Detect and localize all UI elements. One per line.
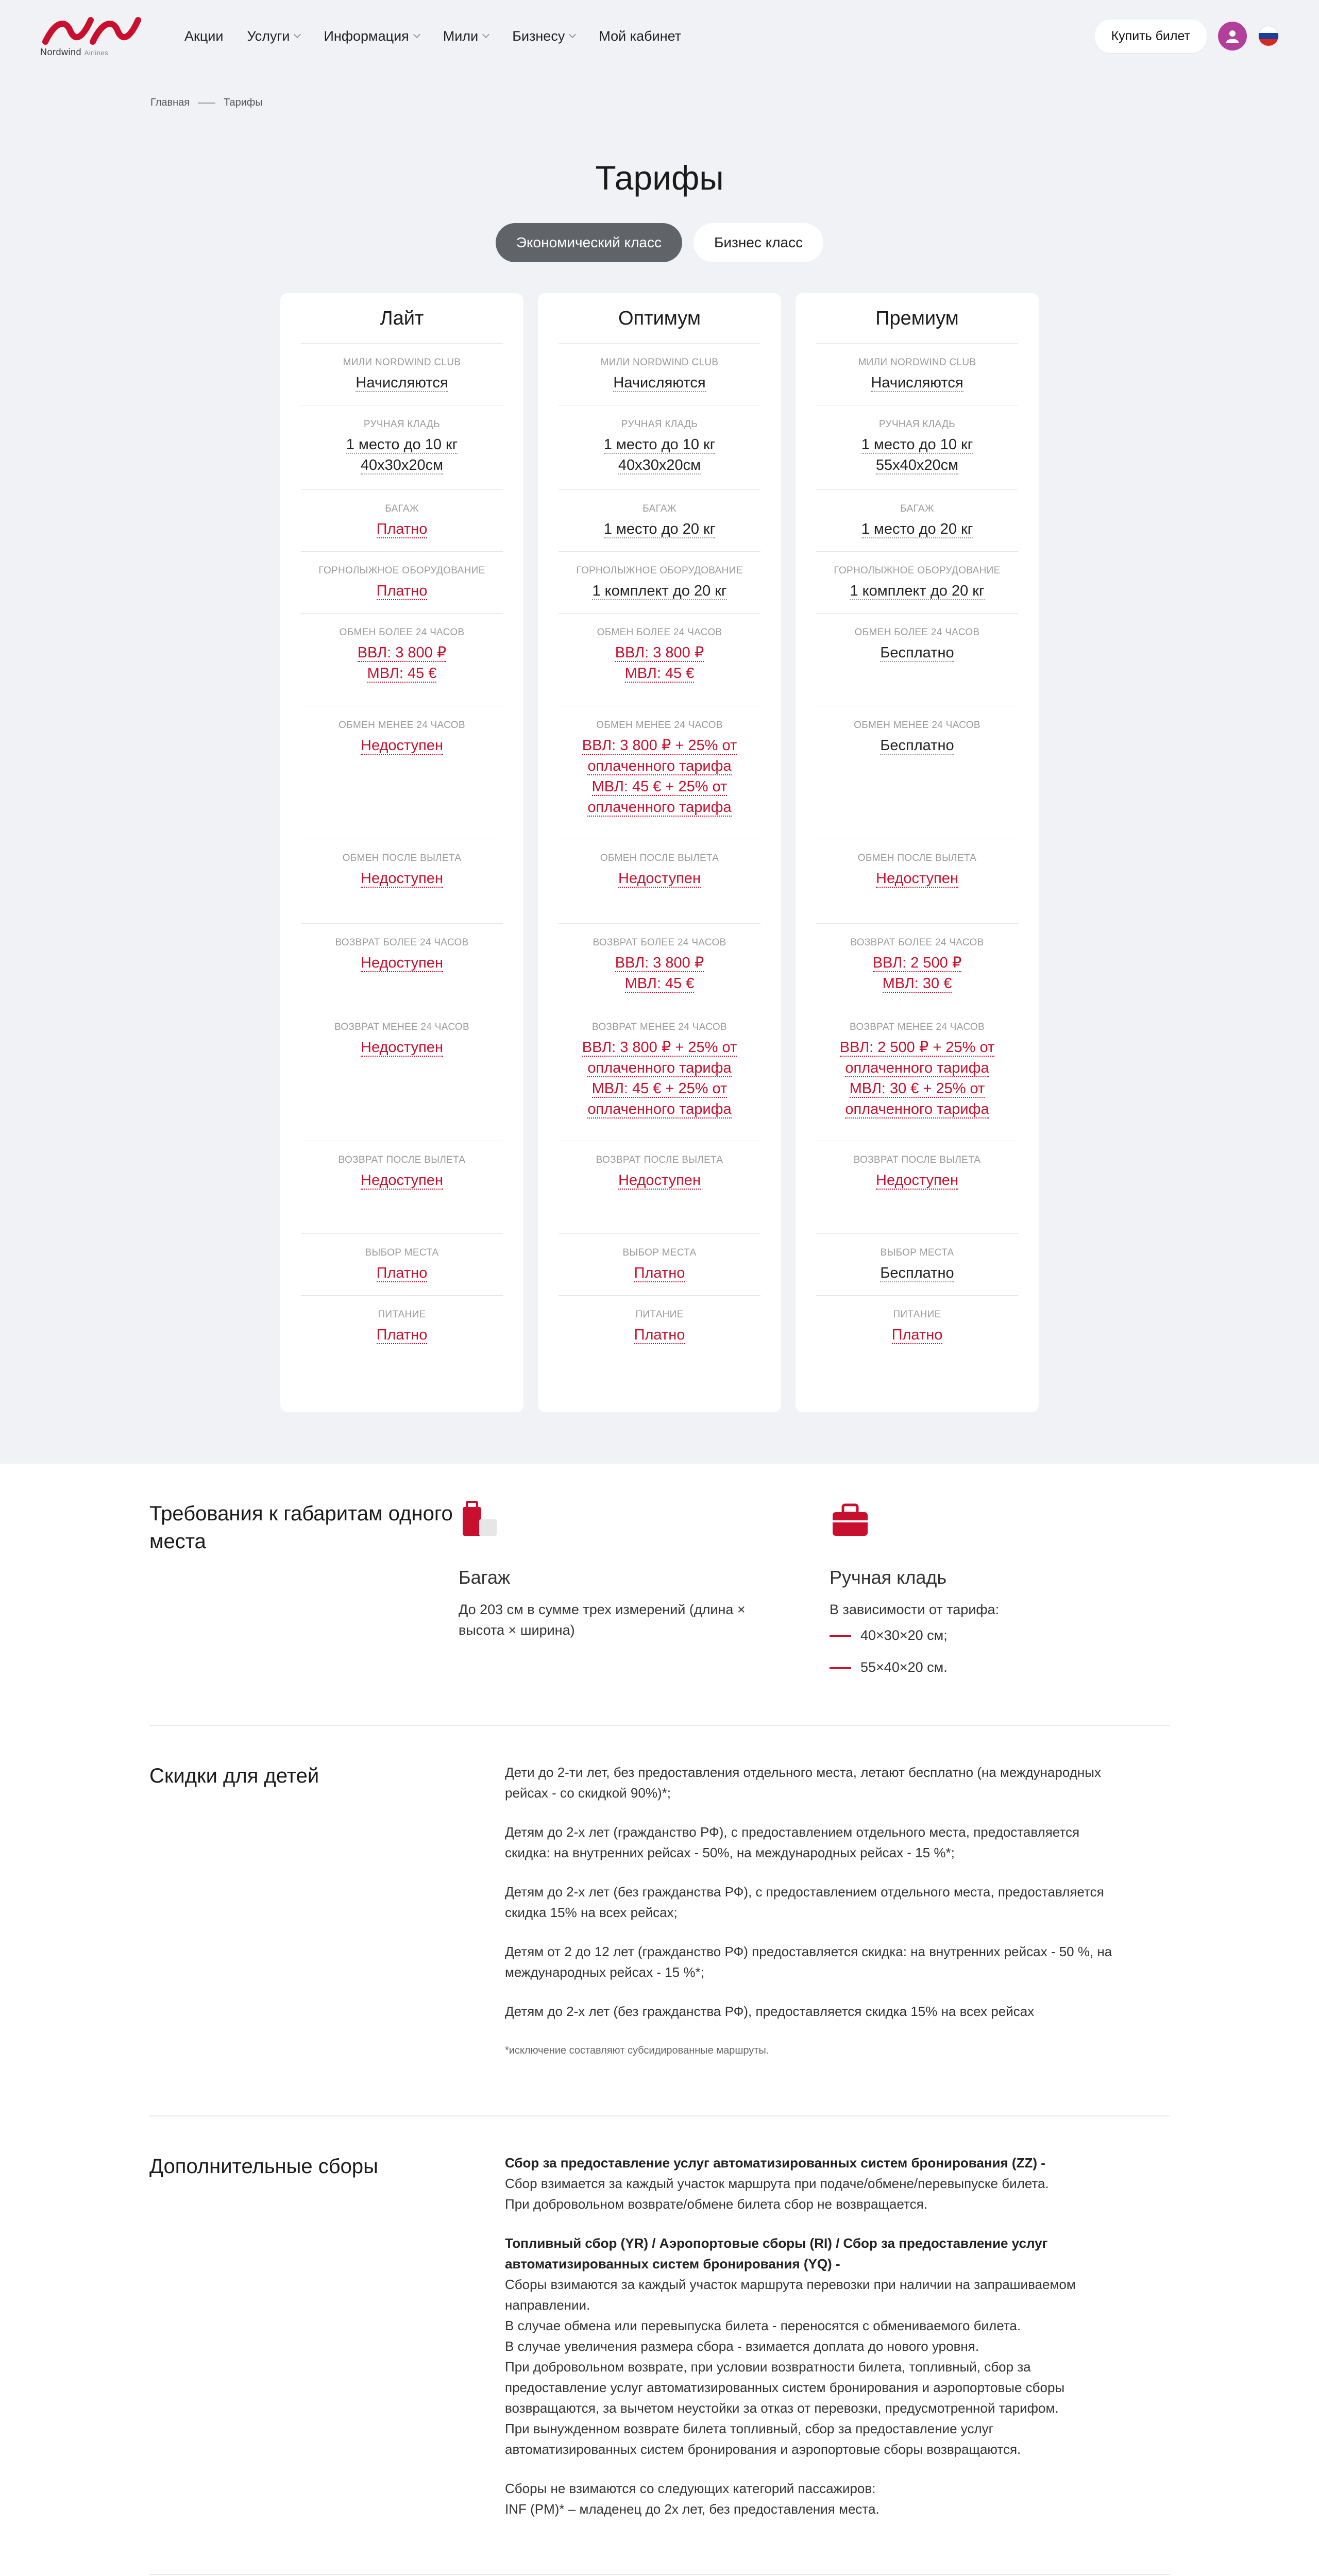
fare-cell-label: ВОЗВРАТ БОЛЕЕ 24 ЧАСОВ (335, 937, 469, 948)
fare-cell-label: ОБМЕН ПОСЛЕ ВЫЛЕТА (600, 853, 719, 863)
fare-cell (816, 839, 1018, 924)
fare-cell-value: 1 место до 10 кг 40х30х20см (603, 436, 716, 473)
fare-cell-label: ВОЗВРАТ ПОСЛЕ ВЫЛЕТА (596, 1155, 723, 1165)
tab-economy[interactable]: Экономический класс (496, 223, 682, 262)
baggage-name: Багаж (459, 1567, 511, 1588)
fare-cell (301, 490, 503, 552)
fare-cell-label: ОБМЕН ПОСЛЕ ВЫЛЕТА (342, 853, 462, 863)
page-title: Тарифы (595, 159, 724, 197)
fare-card (796, 293, 1039, 1412)
fare-cell-value: Недоступен (361, 1039, 443, 1056)
nav-item[interactable] (599, 28, 681, 44)
carryon-name: Ручная кладь (830, 1567, 947, 1588)
fare-cell-value: Недоступен (876, 1172, 958, 1189)
user-icon (1225, 28, 1240, 44)
fare-cell-label: ВОЗВРАТ БОЛЕЕ 24 ЧАСОВ (850, 937, 984, 948)
fare-cell (559, 1008, 760, 1141)
fare-cell-label: ПИТАНИЕ (893, 1309, 941, 1320)
baggage-block (459, 1500, 747, 1689)
class-tabs (0, 223, 1319, 262)
fare-cell-label: ОБМЕН БОЛЕЕ 24 ЧАСОВ (339, 627, 465, 638)
buy-ticket-button[interactable]: Купить билет (1095, 20, 1207, 53)
baggage-icon (459, 1500, 500, 1541)
site-header (0, 0, 1319, 72)
fare-cell (816, 344, 1018, 405)
kids-paragraph: Детям от 2 до 12 лет (гражданство РФ) предоставляется скидка: на внутренних рейсах - 50 %, на международных рейсах - 15 %*; (505, 1944, 1112, 1980)
fare-cell-value: 1 место до 10 кг 40х30х20см (346, 436, 458, 473)
fare-cell-value: ВВЛ: 3 800 ₽ + 25% от оплаченного тарифа МВЛ: 45 € + 25% от оплаченного тарифа (582, 737, 737, 816)
fees-zz-line: Сбор взимается за каждый участок маршрута при подаче/обмене/перевыпуске билета. (505, 2176, 1049, 2191)
fare-cell-label: БАГАЖ (385, 503, 419, 514)
fees-yr-line: При добровольном возврате, при условии возвратности билета, топливный, сбор за предоставление услуг автоматизированных систем бронирования и аэропортовые сборы возвращаются, за вычетом неустойки за отказ от перевозки, предусмотренной тарифом. (505, 2359, 1065, 2416)
nav-item-label: Бизнесу (512, 28, 565, 44)
fees-zz-head: Сбор за предоставление услуг автоматизированных систем бронирования (ZZ) - (505, 2155, 1045, 2171)
logo-text: Nordwind (40, 46, 82, 57)
fare-cell-label: МИЛИ NORDWIND CLUB (600, 357, 719, 368)
kids-footnote: *исключение составляют субсидированные маршруты. (505, 2045, 769, 2056)
dimensions-title: Требования к габаритам одного места (149, 1502, 453, 1553)
fare-cell-label: ОБМЕН МЕНЕЕ 24 ЧАСОВ (339, 720, 465, 731)
fare-card-title: Премиум (816, 308, 1018, 344)
carryon-sizes (830, 1625, 1118, 1677)
header-actions (1095, 20, 1279, 53)
fare-cell (559, 1296, 760, 1352)
fare-cell (301, 1008, 503, 1141)
carryon-text: В зависимости от тарифа: (830, 1602, 1000, 1617)
fare-cell-value: Платно (634, 1327, 685, 1343)
fare-cell-label: БАГАЖ (900, 503, 934, 514)
fees-zz-line: При добровольном возврате/обмене билета сбор не возвращается. (505, 2196, 927, 2212)
fare-cell (816, 1008, 1018, 1141)
fare-cell-value: Начисляются (871, 375, 963, 391)
fare-cell-value: Недоступен (361, 737, 443, 754)
fare-cell (301, 924, 503, 1008)
fees-yr-head: Топливный сбор (YR) / Аэропортовые сборы (RI) / Сбор за предоставление услуг автоматизированных систем бронирования (YQ) - (505, 2235, 1048, 2272)
fare-cell-value: 1 комплект до 20 кг (592, 583, 727, 599)
fees-yr-line: В случае увеличения размера сбора - взимается доплата до нового уровня. (505, 2338, 979, 2354)
fare-cell (816, 405, 1018, 490)
fare-cell (816, 1234, 1018, 1296)
kids-paragraph: Детям до 2-х лет (гражданство РФ), с предоставлением отдельного места, предоставляется скидка: на внутренних рейсах - 50%, на международных рейсах - 15 %*; (505, 1824, 1080, 1860)
fare-cell-value: Начисляются (613, 375, 706, 391)
fare-cell (816, 552, 1018, 614)
fare-cards (0, 293, 1319, 1412)
nav-item[interactable] (512, 28, 575, 44)
fare-cell (301, 405, 503, 490)
fare-card (538, 293, 781, 1412)
list-item: 55×40×20 см. (830, 1657, 1118, 1677)
kids-paragraph: Детям до 2-х лет (без гражданства РФ), предоставляется скидка 15% на всех рейсах (505, 2004, 1035, 2019)
fare-cell-value: Бесплатно (880, 1265, 954, 1281)
fare-card-title: Оптимум (559, 308, 760, 344)
logo-subtext: Airlines (84, 48, 109, 57)
fare-cell-label: ВОЗВРАТ МЕНЕЕ 24 ЧАСОВ (334, 1022, 469, 1032)
breadcrumb (0, 72, 1319, 109)
nav-item[interactable] (247, 28, 300, 44)
fare-cell-label: МИЛИ NORDWIND CLUB (343, 357, 461, 368)
chevron-down-icon (413, 31, 420, 38)
fare-cell (301, 1234, 503, 1296)
fare-cell-label: ГОРНОЛЫЖНОЕ ОБОРУДОВАНИЕ (318, 565, 485, 576)
fare-cell (816, 924, 1018, 1008)
nav-item-label: Мой кабинет (599, 28, 682, 44)
dimensions-section (149, 1464, 1170, 1726)
fare-cell (301, 1141, 503, 1234)
main-nav (184, 28, 681, 44)
fare-cell-label: БАГАЖ (642, 503, 677, 514)
fare-cell-label: ГОРНОЛЫЖНОЕ ОБОРУДОВАНИЕ (576, 565, 743, 576)
fare-cell-label: ВОЗВРАТ МЕНЕЕ 24 ЧАСОВ (592, 1022, 727, 1032)
fees-exempt-line: Сборы не взимаются со следующих категорий пассажиров: (505, 2481, 876, 2496)
tab-business[interactable]: Бизнес класс (694, 223, 823, 262)
kids-paragraph: Дети до 2-ти лет, без предоставления отдельного места, летают бесплатно (на международных рейсах - со скидкой 90%)*; (505, 1765, 1101, 1801)
fare-cell-label: ОБМЕН БОЛЕЕ 24 ЧАСОВ (597, 627, 722, 638)
carryon-block (830, 1500, 1118, 1689)
nav-item-label: Мили (443, 28, 479, 44)
nav-item-label: Информация (324, 28, 409, 44)
fare-cell-value: Недоступен (618, 870, 701, 887)
baggage-text: До 203 см в сумме трех измерений (длина × высота × ширина) (459, 1602, 746, 1638)
fare-cell-value: ВВЛ: 3 800 ₽ МВЛ: 45 € (615, 955, 704, 992)
nav-item[interactable] (443, 28, 488, 44)
fare-cell-value: Платно (891, 1327, 943, 1343)
chevron-down-icon (482, 31, 489, 38)
fare-cell-value: Платно (634, 1265, 685, 1281)
fare-cell-value: ВВЛ: 2 500 ₽ МВЛ: 30 € (872, 955, 962, 992)
fare-cell (301, 344, 503, 405)
chevron-down-icon (569, 31, 576, 38)
fare-cell-value: Недоступен (361, 955, 443, 971)
kids-paragraph: Детям до 2-х лет (без гражданства РФ), с предоставлением отдельного места, предоставляется скидка 15% на всех рейсах; (505, 1884, 1104, 1920)
fare-cell (559, 839, 760, 924)
fare-cell (301, 552, 503, 614)
list-item: 40×30×20 см; (830, 1625, 1118, 1646)
fare-cell-value: Платно (376, 583, 428, 599)
fees-title: Дополнительные сборы (149, 2155, 378, 2178)
logo-mark-icon (40, 15, 143, 46)
fare-cell-value: 1 место до 20 кг (603, 521, 716, 537)
fare-cell-label: РУЧНАЯ КЛАДЬ (621, 419, 698, 430)
kids-title: Скидки для детей (149, 1765, 319, 1787)
fare-cell (816, 614, 1018, 706)
fare-card-title: Лайт (301, 308, 503, 344)
nordwind-logo[interactable] (40, 10, 154, 62)
language-flag-ru-icon[interactable] (1258, 26, 1279, 46)
fare-cell (559, 405, 760, 490)
fare-cell-label: ОБМЕН ПОСЛЕ ВЫЛЕТА (857, 853, 977, 863)
fare-cell (816, 1141, 1018, 1234)
fare-cell-label: ОБМЕН БОЛЕЕ 24 ЧАСОВ (854, 627, 980, 638)
fare-cell-value: Недоступен (361, 1172, 443, 1189)
fare-cell (301, 1296, 503, 1352)
fare-cell (301, 614, 503, 706)
fare-cell (816, 490, 1018, 552)
fare-cell-value: Платно (376, 521, 428, 537)
fare-cell-value: Платно (376, 1327, 428, 1343)
fare-cell-label: ОБМЕН МЕНЕЕ 24 ЧАСОВ (596, 720, 723, 731)
fare-cell-value: ВВЛ: 3 800 ₽ + 25% от оплаченного тарифа МВЛ: 45 € + 25% от оплаченного тарифа (582, 1039, 737, 1117)
kids-section (149, 1726, 1170, 2116)
fare-cell-value: 1 место до 10 кг 55х40х20см (861, 436, 973, 473)
nav-item[interactable] (324, 28, 419, 44)
fare-cell-value: Недоступен (876, 870, 958, 887)
fare-cell (559, 490, 760, 552)
fare-cell (559, 614, 760, 706)
fare-cell-value: Недоступен (361, 870, 443, 887)
fees-exempt-line: INF (PM)* – младенец до 2х лет, без предоставления места. (505, 2501, 880, 2517)
fare-cell (559, 1234, 760, 1296)
fare-cell-label: ПИТАНИЕ (378, 1309, 426, 1320)
fare-cell (559, 1141, 760, 1234)
fees-yr-line: При вынужденном возврате билета топливный, сбор за предоставление услуг автоматизированных систем бронирования и аэропортовые сборы возвращаются. (505, 2421, 1021, 2457)
fare-cell-label: РУЧНАЯ КЛАДЬ (878, 419, 956, 430)
user-avatar[interactable] (1218, 22, 1247, 50)
fare-cell-label: МИЛИ NORDWIND CLUB (858, 357, 976, 368)
fare-cell-label: ВОЗВРАТ МЕНЕЕ 24 ЧАСОВ (850, 1022, 985, 1032)
fare-cell-value: 1 место до 20 кг (861, 521, 973, 537)
fare-cell-label: ВОЗВРАТ ПОСЛЕ ВЫЛЕТА (853, 1155, 981, 1165)
fare-cell (301, 706, 503, 839)
fare-cell (559, 924, 760, 1008)
nav-item-label: Услуги (247, 28, 290, 44)
nav-item-label: Акции (184, 28, 224, 44)
fare-cell-value: ВВЛ: 3 800 ₽ МВЛ: 45 € (357, 645, 447, 682)
fare-cell (301, 839, 503, 924)
fare-cell-value: Платно (376, 1265, 428, 1281)
breadcrumb-separator (198, 103, 215, 104)
fare-card (280, 293, 523, 1412)
fare-cell-value: Недоступен (618, 1172, 701, 1189)
fees-yr-line: В случае обмена или перевыпуска билета - переносятся с обмениваемого билета. (505, 2318, 1021, 2333)
fare-cell-label: ОБМЕН МЕНЕЕ 24 ЧАСОВ (854, 720, 980, 731)
chevron-down-icon (294, 31, 301, 38)
fare-cell (816, 1296, 1018, 1352)
fees-section (149, 2116, 1170, 2575)
breadcrumb-home[interactable]: Главная (150, 97, 190, 108)
fare-cell-value: Начисляются (356, 375, 448, 391)
fare-cell-label: ГОРНОЛЫЖНОЕ ОБОРУДОВАНИЕ (834, 565, 1001, 576)
fare-cell-label: ВЫБОР МЕСТА (880, 1247, 954, 1258)
fare-cell-value: Бесплатно (880, 737, 954, 754)
fare-cell-label: ВЫБОР МЕСТА (622, 1247, 697, 1258)
nav-item[interactable] (184, 28, 223, 44)
fare-cell (816, 706, 1018, 839)
carryon-icon (830, 1500, 871, 1541)
fare-cell-value: 1 комплект до 20 кг (850, 583, 985, 599)
fare-cell-value: Бесплатно (880, 645, 954, 661)
fare-cell (559, 706, 760, 839)
fare-cell-label: ПИТАНИЕ (635, 1309, 684, 1320)
fare-cell (559, 344, 760, 405)
fare-cell-value: ВВЛ: 3 800 ₽ МВЛ: 45 € (615, 645, 704, 682)
fare-cell (559, 552, 760, 614)
fare-cell-label: ВОЗВРАТ БОЛЕЕ 24 ЧАСОВ (593, 937, 726, 948)
fare-cell-value: ВВЛ: 2 500 ₽ + 25% от оплаченного тарифа МВЛ: 30 € + 25% от оплаченного тарифа (839, 1039, 995, 1117)
fees-yr-line: Сборы взимаются за каждый участок маршрута перевозки при наличии на запрашиваемом направлении. (505, 2277, 1076, 2313)
fare-cell-label: РУЧНАЯ КЛАДЬ (363, 419, 441, 430)
breadcrumb-current: Тарифы (224, 97, 263, 108)
fare-cell-label: ВОЗВРАТ ПОСЛЕ ВЫЛЕТА (338, 1155, 466, 1165)
fare-cell-label: ВЫБОР МЕСТА (365, 1247, 439, 1258)
